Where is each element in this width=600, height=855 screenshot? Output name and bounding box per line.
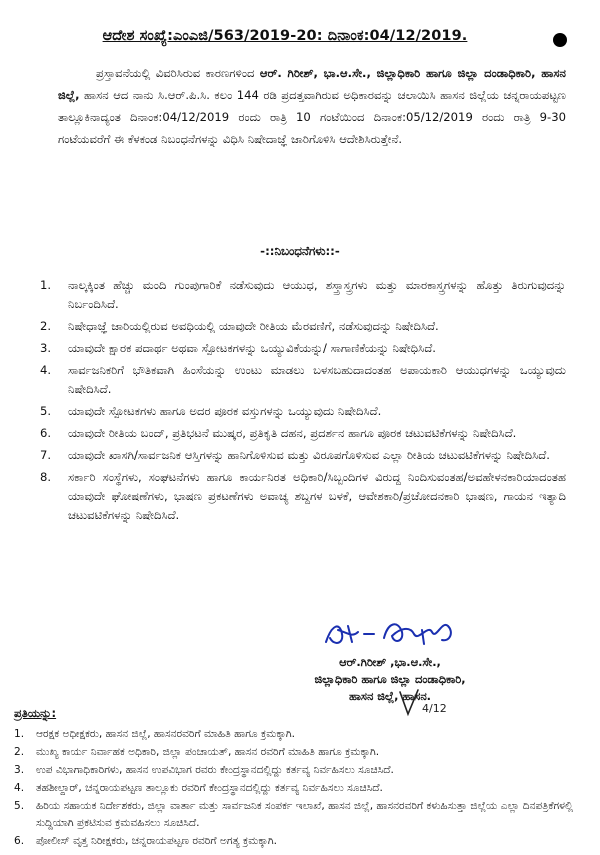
signatory-name: ಆರ್.ಗಿರೀಶ್ ,ಭಾ.ಆ.ಸೇ., (339, 655, 441, 669)
condition-text: ಯಾವುದೇ ಸ್ಪೋಟಕಗಳು ಹಾಗೂ ಅದರ ಪೂರಕ ವಸ್ತುಗಳನ್ನು ಒಯ್ಯುವುದು ನಿಷೇದಿಸಿದೆ. (68, 404, 382, 418)
copy-text: ಆರಕ್ಷಕ ಅಧೀಕ್ಷಕರು, ಹಾಸನ ಜಿಲ್ಲೆ, ಹಾಸನರವರಿಗೆ ಮಾಹಿತಿ ಹಾಗೂ ಕ್ರಮಕ್ಕಾಗಿ. (36, 728, 296, 740)
condition-number: 4. (40, 363, 52, 377)
copy-item (14, 744, 589, 761)
copy-item (14, 798, 589, 832)
copy-number: 3. (14, 764, 25, 776)
condition-item (40, 446, 566, 465)
condition-item (40, 361, 566, 399)
copy-text: ಉಪ ವಿಭಾಗಾಧಿಕಾರಿಗಳು, ಹಾಸನ ಉಪವಿಭಾಗ ರವರು ಕೇಂದ್ರಸ್ಥಾನದಲ್ಲಿದ್ದು ಕರ್ತವ್ಯ ನಿರ್ವಹಿಸಲು ಸೂಚಿಸಿದೆ. (36, 764, 394, 776)
handwritten-initial-date (396, 686, 466, 720)
preamble-intro: ಪ್ರಸ್ತಾವನೆಯಲ್ಲಿ ವಿವರಿಸಿರುವ ಕಾರಣಗಳಿಂದ (96, 66, 260, 80)
preamble-body: ಹಾಸನ ಆದ ನಾನು ಸಿ.ಆರ್.ಪಿ.ಸಿ. ಕಲಂ 144 ರಡಿ ಪ್ರದತ್ತವಾಗಿರುವ ಅಧಿಕಾರವನ್ನು ಚಲಾಯಿಸಿ ಹಾಸನ ಜಿಲ್ಲೆಯ ಚನ್ನರಾಯಪಟ್ಟಣ ತಾಲ್ಲೂಕಿನಾದ್ಯಂತ ದಿನಾಂಕ:04/12/2019 ರಂದು ರಾತ್ರಿ 10 ಗಂಟೆಯಿಂದ ದಿನಾಂಕ:05/12/2019 ರಂದು ರಾತ್ರಿ 9-30 ಗಂಟೆಯವರೆಗೆ ಈ ಕೆಳಕಂಡ ನಿಬಂಧನೆಗಳನ್ನು ವಿಧಿಸಿ ನಿಷೇದಾಜ್ಞೆ ಜಾರಿಗೊಳಿಸಿ ಆದೇಶಿಸಿರುತ್ತೇನೆ. (58, 88, 566, 146)
signatory-block (240, 654, 540, 705)
initial-date-text: 4/12 (422, 702, 447, 715)
condition-number: 6. (40, 426, 52, 440)
condition-number: 2. (40, 319, 52, 333)
condition-text: ನಾಲ್ಕಕ್ಕಿಂತ ಹೆಚ್ಚು ಮಂದಿ ಗುಂಪುಗಾರಿಕೆ ನಡೆಸುವುದು ಆಯುಧ, ಶಸ್ತ್ರಾಸ್ತ್ರಗಳು ಮತ್ತು ಮಾರಕಾಸ್ತ್ರಗಳನ್ನು ಹೊತ್ತು ತಿರುಗುವುದನ್ನು ನಿರ್ಬಂದಿಸಿದೆ. (68, 278, 566, 311)
condition-text: ಯಾವುದೇ ಕ್ಷಾರಕ ಪದಾರ್ಥ ಅಥವಾ ಸ್ಪೋಟಕಗಳನ್ನು ಒಯ್ಯುವಿಕೆಯನ್ನು/ ಸಾಗಾಣಿಕೆಯನ್ನು ನಿಷೇಧಿಸಿದೆ. (68, 341, 436, 355)
copy-text: ತಹಶೀಲ್ದಾರ್, ಚನ್ನರಾಯಪಟ್ಟಣ ತಾಲ್ಲೂಕು ರವರಿಗೆ ಕೇಂದ್ರಸ್ಥಾನದಲ್ಲಿದ್ದು ಕರ್ತವ್ಯ ನಿರ್ವಹಿಸಲು ಸೂಚಿಸಿದೆ. (36, 782, 383, 794)
signatory-designation: ಜಿಲ್ಲಾಧಿಕಾರಿ ಹಾಗೂ ಜಿಲ್ಲಾ ದಂಡಾಧಿಕಾರಿ, (314, 672, 466, 686)
copy-item (14, 833, 589, 850)
copy-text: ಮುಖ್ಯ ಕಾರ್ಯ ನಿರ್ವಾಹಕ ಅಧಿಕಾರಿ, ಜಿಲ್ಲಾ ಪಂಚಾಯತ್, ಹಾಸನ ರವರಿಗೆ ಮಾಹಿತಿ ಹಾಗೂ ಕ್ರಮಕ್ಕಾಗಿ. (36, 746, 380, 758)
copy-number: 2. (14, 746, 25, 758)
condition-text: ಸಾರ್ವಜನಿಕರಿಗೆ ಭೌತಿಕವಾಗಿ ಹಿಂಸೆಯನ್ನು ಉಂಟು ಮಾಡಲು ಬಳಸಬಹುದಾದಂತಹ ಅಪಾಯಕಾರಿ ಆಯುಧಗಳನ್ನು ಒಯ್ಯುವುದು ನಿಷೇದಿಸಿದೆ. (68, 363, 566, 396)
copy-number: 4. (14, 782, 25, 794)
condition-item (40, 424, 566, 443)
condition-number: 5. (40, 404, 52, 418)
conditions-list (40, 276, 566, 528)
condition-text: ನಿಷೇಧಾಜ್ಞೆ ಜಾರಿಯಲ್ಲಿರುವ ಅವಧಿಯಲ್ಲಿ ಯಾವುದೇ ರೀತಿಯ ಮೆರವಣಿಗೆ, ನಡೆಸುವುದನ್ನು ನಿಷೇದಿಸಿದೆ. (68, 319, 439, 333)
copy-number: 1. (14, 728, 25, 740)
copy-item (14, 726, 589, 743)
condition-item (40, 468, 566, 525)
copy-number: 5. (14, 800, 25, 812)
signature-scribble-icon (318, 612, 468, 656)
condition-item (40, 317, 566, 336)
copies-list (14, 726, 589, 851)
handwritten-signature (318, 612, 468, 656)
condition-text: ಸರ್ಕಾರಿ ಸಂಸ್ಥೆಗಳು, ಸಂಘಟನೆಗಳು ಹಾಗೂ ಕಾರ್ಯನಿರತ ಅಧಿಕಾರಿ/ಸಿಬ್ಬಂದಿಗಳ ವಿರುದ್ದ ನಿಂದಿಸುವಂತಹ/ಅವಹೇಳನಕಾರಿಯಾದಂತಹ ಯಾವುದೇ ಘೋಷಣೆಗಳು, ಭಾಷಣ ಪ್ರಕಟಣೆಗಳು ಅವಾಚ್ಯ ಶಬ್ದಗಳ ಬಳಕೆ, ಆವೇಶಕಾರಿ/ಪ್ರಚೋದನಕಾರಿ ಭಾಷಣ, ಗಾಯನ ಇತ್ಯಾದಿ ಚಟುವಟಿಕೆಗಳನ್ನು ನಿಷೇದಿಸಿದೆ. (68, 470, 566, 522)
condition-text: ಯಾವುದೇ ರೀತಿಯ ಬಂದ್, ಪ್ರತಿಭಟನೆ ಮುಷ್ಕರ, ಪ್ರತಿಕೃತಿ ದಹನ, ಪ್ರದರ್ಶನ ಹಾಗೂ ಪೂರಕ ಚಟುವಟಿಕೆಗಳನ್ನು ನಿಷೇದಿಸಿದೆ. (68, 426, 517, 440)
condition-number: 1. (40, 278, 52, 292)
order-title: ಆದೇಶ ಸಂಖ್ಯೆ:ಎಂಎಜಿ/563/2019-20: ದಿನಾಂಕ:04/12/2019. (102, 28, 468, 44)
initial-scribble-icon (396, 686, 466, 720)
copy-number: 6. (14, 835, 25, 847)
corner-dot-mark (553, 33, 567, 47)
copy-text: ಪೋಲೀಸ್ ವೃತ್ತ ನಿರೀಕ್ಷಕರು, ಚನ್ನರಾಯಪಟ್ಟಣ ರವರಿಗೆ ಅಗತ್ಯ ಕ್ರಮಕ್ಕಾಗಿ. (36, 835, 278, 847)
order-preamble (58, 62, 566, 150)
copy-text: ಹಿರಿಯ ಸಹಾಯಕ ನಿರ್ದೇಶಕರು, ಜಿಲ್ಲಾ ವಾರ್ತಾ ಮತ್ತು ಸಾರ್ವಜನಿಕ ಸಂಪರ್ಕ ಇಲಾಖೆ, ಹಾಸನ ಜಿಲ್ಲೆ, ಹಾಸನರವರಿಗೆ ಕಳುಹಿಸುತ್ತಾ ಜಿಲ್ಲೆಯ ಎಲ್ಲಾ ದಿನಪತ್ರಿಕೆಗಳಲ್ಲಿ ಸುದ್ದಿಯಾಗಿ ಪ್ರಕಟಿಸುವ ಕ್ರಮವಹಿಸಲು ಸೂಚಿಸಿದೆ. (36, 800, 574, 829)
copy-item (14, 780, 589, 797)
condition-item (40, 402, 566, 421)
condition-text: ಯಾವುದೇ ಖಾಸಗಿ/ಸಾರ್ವಜನಿಕ ಆಸ್ತಿಗಳನ್ನು ಹಾನಿಗೊಳಿಸುವ ಮತ್ತು ವಿರೂಪಗೊಳಿಸುವ ಎಲ್ಲಾ ರೀತಿಯ ಚಟುವಟಿಕೆಗಳನ್ನು ನಿಷೇದಿಸಿದೆ. (68, 448, 550, 462)
copies-heading: ಪ್ರತಿಯನ್ನು: (14, 706, 57, 720)
copy-item (14, 762, 589, 779)
condition-number: 8. (40, 470, 52, 484)
preamble-authority: ಆರ್. ಗಿರೀಶ್, ಭಾ.ಆ.ಸೇ., ಜಿಲ್ಲಾಧಿಕಾರಿ ಹಾಗೂ ಜಿಲ್ಲಾ ದಂಡಾಧಿಕಾರಿ, ಹಾಸನ ಜಿಲ್ಲೆ, (58, 66, 566, 102)
condition-number: 7. (40, 448, 52, 462)
condition-item (40, 339, 566, 358)
conditions-heading: -::ನಿಬಂಧನೆಗಳು::- (260, 244, 340, 258)
condition-number: 3. (40, 341, 52, 355)
signatory-place: ಹಾಸನ ಜಿಲ್ಲೆ, ಹಾಸನ. (348, 689, 432, 703)
condition-item (40, 276, 566, 314)
